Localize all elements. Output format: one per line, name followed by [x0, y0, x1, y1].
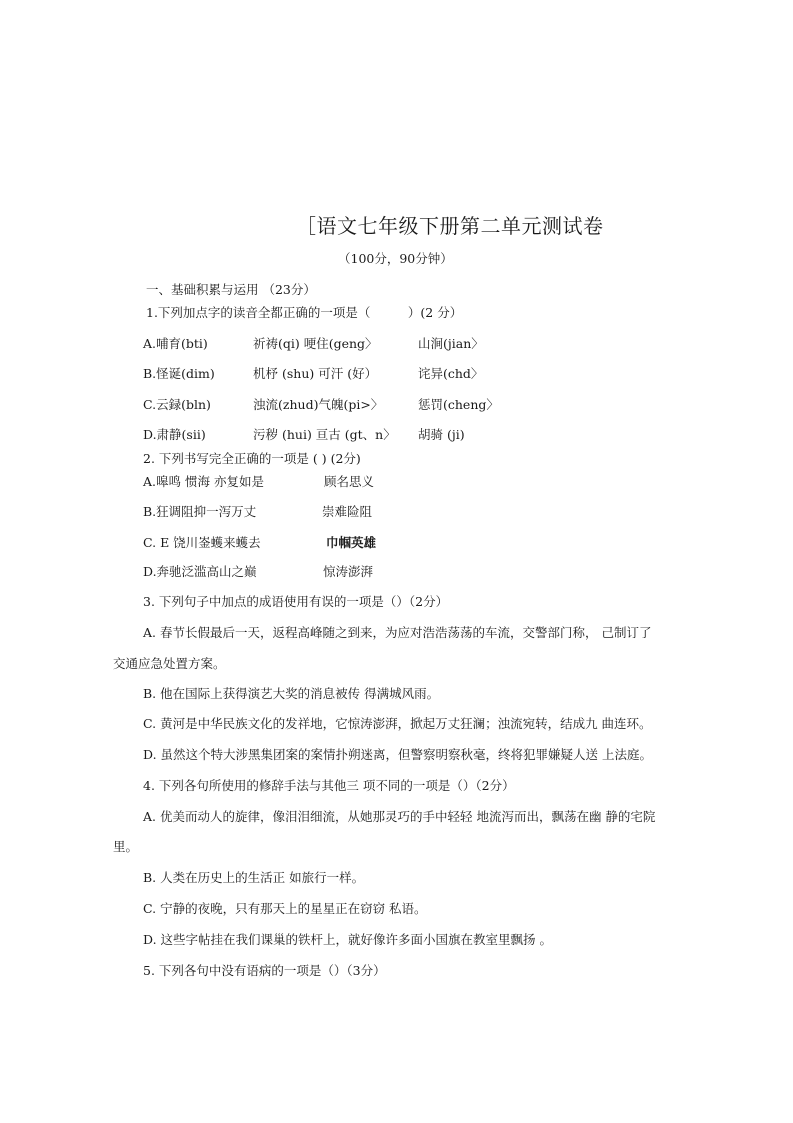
q1-option-c-3: 惩罚(cheng〉 [418, 397, 499, 412]
q4-option-a-continued: 里。 [113, 839, 139, 854]
q3-option-b: B. 他在国际上获得演艺大奖的消息被传 得满城风雨。 [143, 686, 440, 701]
q2-option-b-1: B.狂调阻抑一泻万丈 [143, 504, 257, 519]
q1-stem: 1.下列加点字的读音全都正确的一项是（ ）(2 分） [146, 305, 463, 320]
section-heading: 一、基础积累与运用 （23分） [146, 282, 316, 297]
q2-option-a-1: A.嗥鸣 惯海 亦复如是 [143, 474, 264, 489]
q1-option-b-1: B.怪诞(dim) [143, 366, 215, 381]
q2-option-a-2: 顾名思义 [324, 474, 375, 489]
q1-option-c-1: C.云録(bln) [143, 397, 211, 412]
q1-option-a-1: A.哺育(bti) [143, 336, 208, 351]
q2-option-d-2: 惊涛澎湃 [323, 564, 374, 579]
q2-option-c-2: 巾帼英雄 [326, 535, 377, 550]
q2-option-b-2: 崇难险阻 [322, 504, 373, 519]
q1-option-d-1: D.肃静(sii) [143, 427, 206, 442]
q1-option-d-2: 污秽 (hui) 亘古 (gt、n〉 [253, 427, 396, 442]
q1-option-c-2: 浊流(zhud)气魄(pi>〉 [253, 397, 384, 412]
q3-option-c: C. 黄河是中华民族文化的发祥地，它惊涛澎湃，掀起万丈狂澜；浊流宛转，结成九 曲连环。 [143, 716, 652, 731]
q5-stem: 5. 下列各句中没有语病的一项是（）（3分） [143, 963, 386, 978]
q3-option-d: D. 虽然这个特大涉黑集团案的案情扑朔迷离，但警察明察秋毫，终将犯罪嫌疑人送 上法庭。 [143, 747, 652, 762]
q4-stem: 4. 下列各句所使用的修辞手法与其他三 项不同的一项是（）（2分） [143, 778, 515, 793]
q4-option-d: D. 这些字帖挂在我们课巢的铁杆上，就好像许多面小国旗在教室里飘扬 。 [143, 932, 552, 947]
q1-option-a-3: 山涧(jian〉 [418, 336, 484, 351]
q4-option-b: B. 人类在历史上的生活正 如旅行一样。 [143, 870, 365, 885]
q1-option-a-2: 祈祷(qi) 哽住(geng〉 [253, 336, 378, 351]
q4-option-a: A. 优美而动人的旋律，像泪泪细流，从她那灵巧的手中轻轻 地流泻而出，飘荡在幽 静的宅院 [143, 809, 656, 824]
q1-option-b-3: 诧异(chd〉 [418, 366, 484, 381]
q2-option-d-1: D.奔驰泛滥高山之巅 [143, 564, 257, 579]
q4-option-c: C. 宁静的夜晚，只有那天上的星星正在窃窃 私语。 [143, 901, 427, 916]
q1-option-d-3: 胡骑 (ji) [418, 427, 465, 442]
page-subtitle: （100分，90分钟） [338, 251, 453, 266]
q3-option-a: A. 春节长假最后一天，返程高峰随之到来，为应对浩浩荡荡的车流，交警部门称， 己制订了 [143, 625, 652, 640]
q2-option-c-1: C. E 饶川崟蠖来蠖去 [143, 535, 261, 550]
q1-option-b-2: 机杼 (shu) 可汗 (好） [253, 366, 378, 381]
page-title: ［语文七年级下册第二单元测试卷 [296, 214, 604, 238]
q2-stem: 2. 下列书写完全正确的一项是 ( ) (2分) [143, 451, 361, 466]
q3-option-a-continued: 交通应急处置方案。 [113, 656, 226, 671]
q3-stem: 3. 下列句子中加点的成语使用有误的一项是（）（2分） [143, 594, 449, 609]
